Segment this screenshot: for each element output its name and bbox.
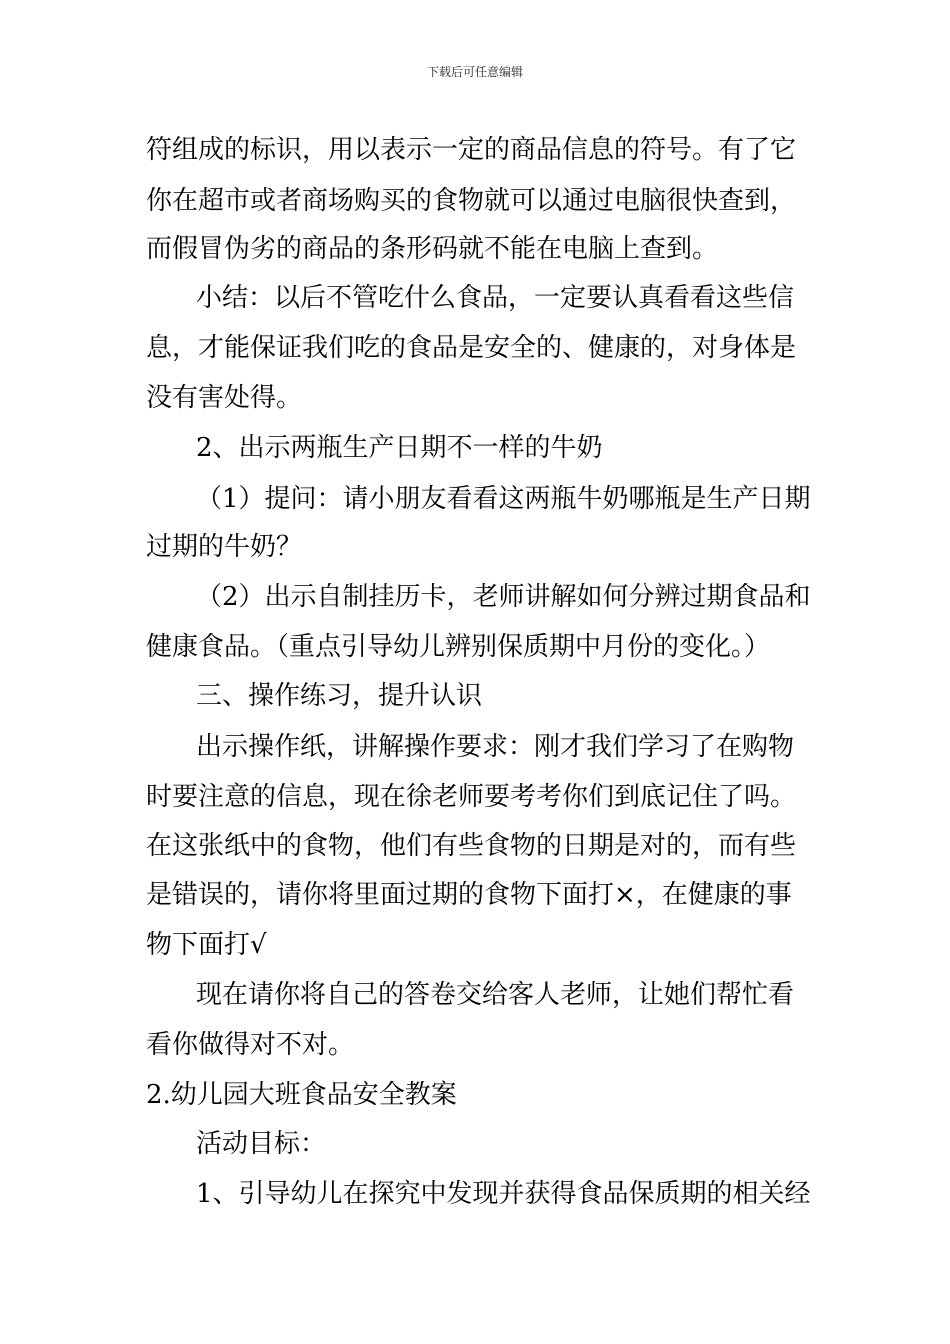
text-line: 过期的牛奶？ bbox=[146, 532, 303, 562]
text-line: 在这张纸中的食物，他们有些食物的日期是对的，而有些 bbox=[146, 831, 797, 861]
text-line: 2.幼儿园大班食品安全教案 bbox=[146, 1080, 457, 1110]
text-line: 物下面打√ bbox=[146, 930, 267, 960]
text-line: 2、出示两瓶生产日期不一样的牛奶 bbox=[196, 433, 603, 463]
text-line: 现在请你将自己的答卷交给客人老师，让她们帮忙看 bbox=[196, 980, 795, 1010]
text-line: 是错误的，请你将里面过期的食物下面打×，在健康的事 bbox=[146, 880, 792, 910]
text-line: 你在超市或者商场购买的食物就可以通过电脑很快查到， bbox=[146, 186, 797, 216]
text-line: 1、引导幼儿在探究中发现并获得食品保质期的相关经 bbox=[196, 1179, 811, 1209]
text-line: 符组成的标识，用以表示一定的商品信息的符号。有了它 bbox=[146, 135, 797, 165]
text-line: 小结：以后不管吃什么食品，一定要认真看看这些信 bbox=[196, 283, 795, 313]
text-line: （1）提问：请小朋友看看这两瓶牛奶哪瓶是生产日期 bbox=[196, 484, 811, 514]
text-line: 健康食品。（重点引导幼儿辨别保质期中月份的变化。） bbox=[146, 632, 771, 662]
text-line: 而假冒伪劣的商品的条形码就不能在电脑上查到。 bbox=[146, 234, 719, 264]
text-line: 出示操作纸，讲解操作要求：刚才我们学习了在购物 bbox=[196, 732, 795, 762]
text-line: 没有害处得。 bbox=[146, 383, 303, 413]
page-header: 下载后可任意编辑 bbox=[426, 65, 523, 79]
text-line: 时要注意的信息，现在徐老师要考考你们到底记住了吗。 bbox=[146, 782, 797, 812]
text-line: 三、操作练习，提升认识 bbox=[196, 681, 483, 711]
text-line: 活动目标： bbox=[196, 1129, 327, 1159]
text-line: （2）出示自制挂历卡，老师讲解如何分辨过期食品和 bbox=[196, 582, 811, 612]
text-line: 息，才能保证我们吃的食品是安全的、健康的，对身体是 bbox=[146, 333, 797, 363]
text-line: 看你做得对不对。 bbox=[146, 1030, 355, 1060]
